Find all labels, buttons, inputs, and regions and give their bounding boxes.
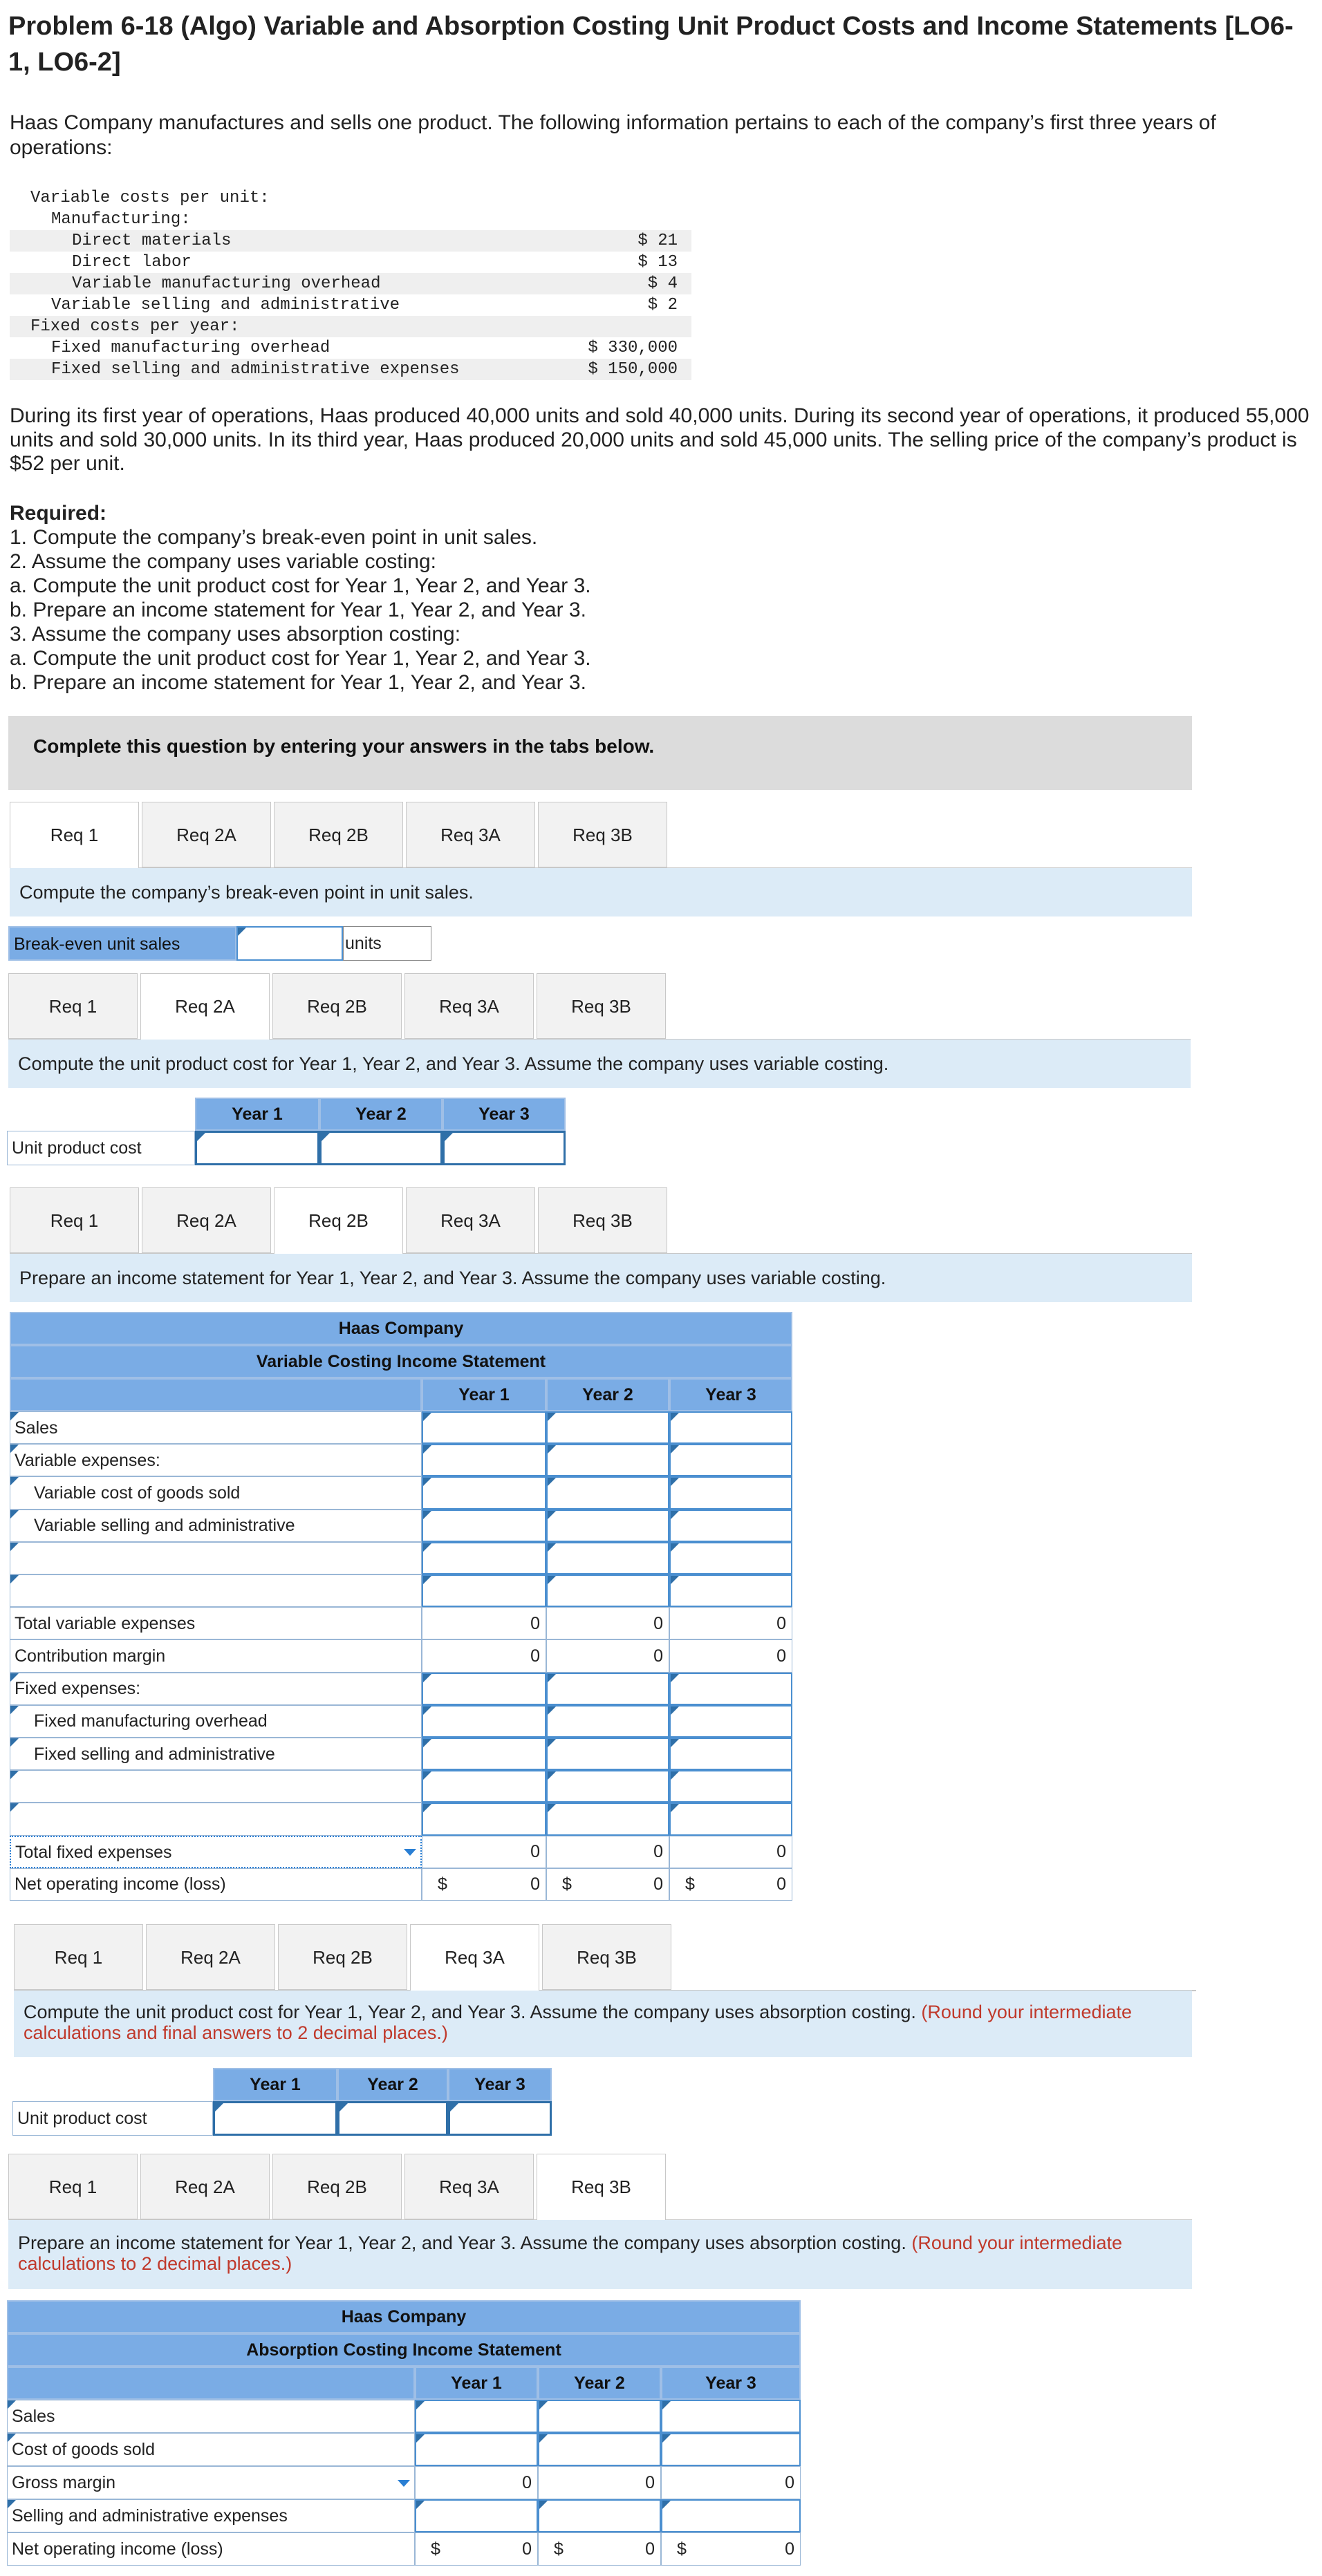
vc-blank-11-year1[interactable] bbox=[422, 1770, 546, 1803]
tab-req-3b[interactable]: Req 3B bbox=[537, 973, 666, 1039]
tab-req-2b[interactable]: Req 2B bbox=[272, 2154, 402, 2219]
break-even-label: Break-even unit sales bbox=[8, 926, 236, 961]
ac-label-cogs[interactable]: Cost of goods sold bbox=[7, 2433, 415, 2466]
vc-var-cogs-year1[interactable] bbox=[422, 1476, 546, 1509]
tab-req-2a[interactable]: Req 2A bbox=[140, 2154, 270, 2219]
req2b-company: Haas Company bbox=[10, 1312, 792, 1345]
tab-bar-req1 bbox=[10, 802, 1192, 869]
tab-req-1[interactable]: Req 1 bbox=[8, 973, 138, 1039]
vc-variable-expenses-year2[interactable] bbox=[546, 1444, 669, 1476]
req3b-instruction bbox=[8, 2220, 1192, 2289]
ac-cogs-year2[interactable] bbox=[538, 2433, 661, 2466]
ac-sales-year3[interactable] bbox=[661, 2400, 801, 2433]
req3a-instruction bbox=[14, 1991, 1192, 2057]
tab-req-1[interactable]: Req 1 bbox=[10, 1187, 139, 1253]
req3a-year1-header: Year 1 bbox=[213, 2068, 337, 2101]
req2a-year1-header: Year 1 bbox=[195, 1098, 319, 1131]
req3a-year2-header: Year 2 bbox=[337, 2068, 448, 2101]
vc-blank-5-year1[interactable] bbox=[422, 1574, 546, 1607]
vc-var-sga-year1[interactable] bbox=[422, 1510, 546, 1542]
vc-label-total-variable: Total variable expenses bbox=[10, 1607, 422, 1639]
req2b-instruction: Prepare an income statement for Year 1, Year 2, and Year 3. Assume the company uses variable costing. bbox=[10, 1254, 1192, 1302]
tab-req-2a[interactable]: Req 2A bbox=[142, 1187, 271, 1253]
ac-sga-year2[interactable] bbox=[538, 2499, 661, 2532]
vc-fixed-expenses-year2[interactable] bbox=[546, 1673, 669, 1705]
scenario-text: During its first year of operations, Haas produced 40,000 units and sold 40,000 units. During its second year of operations, it produced 55,000 units and sold 30,000 units. In its third year, Haas produced 20,000 units and sold 45,000 units. The selling price of the company’s product is $52 per unit. bbox=[10, 404, 1310, 476]
ac-label-net-income: Net operating income (loss) bbox=[7, 2532, 415, 2566]
ac-net-income-year3: $ 0 bbox=[661, 2532, 801, 2566]
ac-sga-year1[interactable] bbox=[415, 2499, 538, 2532]
ac-net-income-year2: $ 0 bbox=[538, 2532, 661, 2566]
ac-gross-margin-year3: 0 bbox=[661, 2466, 801, 2499]
vc-variable-expenses-year3[interactable] bbox=[669, 1444, 792, 1476]
req2b-year2-header: Year 2 bbox=[546, 1378, 669, 1411]
vc-label-net-income: Net operating income (loss) bbox=[10, 1868, 422, 1901]
req2a-year1-input[interactable] bbox=[195, 1131, 319, 1165]
required-heading: Required: bbox=[10, 502, 107, 525]
direct-labor-row: Direct labor $ 13 bbox=[72, 253, 678, 272]
tab-req-3a[interactable]: Req 3A bbox=[406, 1187, 535, 1253]
vc-fixed-expenses-year3[interactable] bbox=[669, 1673, 792, 1705]
vc-sales-year1[interactable] bbox=[422, 1411, 546, 1444]
req2a-year2-input[interactable] bbox=[319, 1131, 443, 1165]
required-item: 2. Assume the company uses variable costing: bbox=[10, 550, 436, 573]
ac-cogs-year3[interactable] bbox=[661, 2433, 801, 2466]
tab-req-1[interactable]: Req 1 bbox=[8, 2154, 138, 2219]
vc-var-cogs-year3[interactable] bbox=[669, 1476, 792, 1509]
vc-total-variable-year3: 0 bbox=[669, 1607, 792, 1639]
ac-label-sga[interactable]: Selling and administrative expenses bbox=[7, 2499, 415, 2532]
vc-var-sga-year3[interactable] bbox=[669, 1510, 792, 1542]
problem-title: Problem 6-18 (Algo) Variable and Absorption Costing Unit Product Costs and Income Statements [LO6-1, LO6-2] bbox=[8, 12, 1294, 77]
vc-total-variable-year1: 0 bbox=[422, 1607, 546, 1639]
req2b-statement-title: Variable Costing Income Statement bbox=[10, 1345, 792, 1378]
vc-var-sga-year2[interactable] bbox=[546, 1510, 669, 1542]
vc-label-var-sga[interactable]: Variable selling and administrative bbox=[10, 1510, 422, 1542]
vc-sales-year2[interactable] bbox=[546, 1411, 669, 1444]
tab-req-3b[interactable]: Req 3B bbox=[542, 1924, 671, 1990]
req2a-year3-header: Year 3 bbox=[443, 1098, 566, 1131]
fixed-costs-header: Fixed costs per year: bbox=[10, 316, 691, 337]
break-even-units-label: units bbox=[343, 926, 431, 961]
fixed-mfg-overhead-row: Fixed manufacturing overhead $ 330,000 bbox=[51, 339, 678, 357]
vc-blank-4-year2[interactable] bbox=[546, 1542, 669, 1574]
tab-bar-req2a bbox=[8, 973, 1191, 1040]
chevron-down-icon[interactable] bbox=[404, 1849, 416, 1856]
req2a-year2-header: Year 2 bbox=[319, 1098, 443, 1131]
req2b-year3-header: Year 3 bbox=[669, 1378, 792, 1411]
req1-instruction: Compute the company’s break-even point in unit sales. bbox=[10, 868, 1192, 916]
req3b-year2-header: Year 2 bbox=[538, 2367, 661, 2400]
tab-bar-req3a bbox=[14, 1924, 1196, 1991]
ac-net-income-year1: $ 0 bbox=[415, 2532, 538, 2566]
vc-blank-5-year3[interactable] bbox=[669, 1574, 792, 1607]
vc-blank-11-year2[interactable] bbox=[546, 1770, 669, 1803]
tab-req-3a[interactable]: Req 3A bbox=[404, 973, 534, 1039]
ac-label-gross-margin: Gross margin bbox=[7, 2466, 415, 2499]
req2b-header-blank bbox=[10, 1378, 422, 1411]
required-item: b. Prepare an income statement for Year 1, Year 2, and Year 3. bbox=[10, 599, 586, 621]
vc-label-fixed-expenses[interactable]: Fixed expenses: bbox=[10, 1673, 422, 1705]
req3b-rounding-note: (Round your intermediate calculations to 2 decimal places.) bbox=[18, 2232, 1123, 2274]
direct-materials-row: Direct materials $ 21 bbox=[10, 230, 691, 252]
ac-gross-margin-year1: 0 bbox=[415, 2466, 538, 2499]
tab-req-2a[interactable]: Req 2A bbox=[146, 1924, 275, 1990]
variable-costs-header: Variable costs per unit: bbox=[30, 189, 270, 207]
tab-req-3b[interactable]: Req 3B bbox=[538, 802, 667, 867]
manufacturing-header: Manufacturing: bbox=[51, 210, 191, 229]
vc-total-fixed-year2: 0 bbox=[546, 1836, 669, 1868]
instructions-banner bbox=[8, 716, 1192, 790]
req3b-header-blank bbox=[7, 2367, 415, 2400]
vc-fixed-mfg-year3[interactable] bbox=[669, 1705, 792, 1738]
tab-req-2b[interactable]: Req 2B bbox=[274, 1187, 403, 1254]
vc-label-variable-expenses[interactable]: Variable expenses: bbox=[10, 1444, 422, 1476]
vc-blank-12-year3[interactable] bbox=[669, 1803, 792, 1835]
ac-gross-margin-year2: 0 bbox=[538, 2466, 661, 2499]
req3b-company: Haas Company bbox=[7, 2300, 801, 2333]
ac-cogs-year1[interactable] bbox=[415, 2433, 538, 2466]
tab-bar-req3b bbox=[8, 2154, 1192, 2221]
vc-blank-5-year2[interactable] bbox=[546, 1574, 669, 1607]
vc-label-blank-12[interactable] bbox=[10, 1803, 422, 1835]
intro-text: Haas Company manufactures and sells one product. The following information pertains to each of the company’s first three years of operations: bbox=[10, 111, 1216, 159]
req2a-year3-input[interactable] bbox=[443, 1131, 566, 1165]
vc-fixed-sga-year3[interactable] bbox=[669, 1738, 792, 1770]
vc-var-cogs-year2[interactable] bbox=[546, 1476, 669, 1509]
vc-total-fixed-year1: 0 bbox=[422, 1836, 546, 1868]
req3a-year1-input[interactable] bbox=[213, 2101, 337, 2136]
vc-contribution-margin-year1: 0 bbox=[422, 1639, 546, 1672]
variable-sga-row: Variable selling and administrative $ 2 bbox=[51, 296, 678, 314]
vc-sales-year3[interactable] bbox=[669, 1411, 792, 1444]
tab-req-2a[interactable]: Req 2A bbox=[140, 973, 270, 1040]
req3b-statement-title: Absorption Costing Income Statement bbox=[7, 2333, 801, 2367]
req3a-year3-header: Year 3 bbox=[448, 2068, 552, 2101]
req3a-instruction-text: Compute the unit product cost for Year 1, Year 2, and Year 3. Assume the company uses absorption costing. bbox=[24, 2002, 916, 2022]
vc-contribution-margin-year2: 0 bbox=[546, 1639, 669, 1672]
vc-fixed-sga-year1[interactable] bbox=[422, 1738, 546, 1770]
vc-label-fixed-sga[interactable]: Fixed selling and administrative bbox=[10, 1738, 422, 1770]
vc-label-sales[interactable]: Sales bbox=[10, 1411, 422, 1444]
tab-req-3a[interactable]: Req 3A bbox=[406, 802, 535, 867]
req3a-unit-cost-label: Unit product cost bbox=[12, 2101, 213, 2136]
break-even-input[interactable] bbox=[236, 926, 343, 961]
ac-sales-year2[interactable] bbox=[538, 2400, 661, 2433]
vc-label-contribution-margin: Contribution margin bbox=[10, 1639, 422, 1672]
vc-label-blank-4[interactable] bbox=[10, 1542, 422, 1574]
required-item: 1. Compute the company’s break-even point in unit sales. bbox=[10, 526, 538, 549]
req3b-year1-header: Year 1 bbox=[415, 2367, 538, 2400]
required-item: b. Prepare an income statement for Year 1, Year 2, and Year 3. bbox=[10, 671, 586, 694]
tab-req-3a[interactable]: Req 3A bbox=[410, 1924, 539, 1991]
vc-net-income-year3: $ 0 bbox=[669, 1868, 792, 1901]
req3a-year3-input[interactable] bbox=[448, 2101, 552, 2136]
required-item: a. Compute the unit product cost for Year 1, Year 2, and Year 3. bbox=[10, 574, 591, 597]
req3b-instruction-text: Prepare an income statement for Year 1, Year 2, and Year 3. Assume the company uses absorption costing. bbox=[18, 2232, 906, 2253]
tab-req-2b[interactable]: Req 2B bbox=[278, 1924, 407, 1990]
vc-label-total-fixed: Total fixed expenses bbox=[10, 1836, 422, 1868]
chevron-down-icon[interactable] bbox=[398, 2480, 410, 2487]
vc-blank-12-year1[interactable] bbox=[422, 1803, 546, 1835]
vc-net-income-year1: $ 0 bbox=[422, 1868, 546, 1901]
req2b-year1-header: Year 1 bbox=[422, 1378, 546, 1411]
tab-req-2a[interactable]: Req 2A bbox=[142, 802, 271, 867]
variable-mfg-overhead-row: Variable manufacturing overhead $ 4 bbox=[10, 273, 691, 294]
tab-bar-req2b bbox=[10, 1187, 1192, 1254]
vc-label-blank-5[interactable] bbox=[10, 1574, 422, 1607]
ac-sales-year1[interactable] bbox=[415, 2400, 538, 2433]
vc-blank-11-year3[interactable] bbox=[669, 1770, 792, 1803]
vc-fixed-mfg-year1[interactable] bbox=[422, 1705, 546, 1738]
req2a-unit-cost-label: Unit product cost bbox=[7, 1131, 195, 1165]
req3b-year3-header: Year 3 bbox=[661, 2367, 801, 2400]
vc-fixed-expenses-year1[interactable] bbox=[422, 1673, 546, 1705]
required-item: 3. Assume the company uses absorption costing: bbox=[10, 623, 461, 646]
tab-req-2b[interactable]: Req 2B bbox=[272, 973, 402, 1039]
vc-net-income-year2: $ 0 bbox=[546, 1868, 669, 1901]
vc-label-fixed-mfg[interactable]: Fixed manufacturing overhead bbox=[10, 1705, 422, 1738]
tab-req-3b[interactable]: Req 3B bbox=[538, 1187, 667, 1253]
cost-table bbox=[0, 0, 691, 379]
tab-req-3b[interactable]: Req 3B bbox=[537, 2154, 666, 2221]
vc-contribution-margin-year3: 0 bbox=[669, 1639, 792, 1672]
ac-sga-year3[interactable] bbox=[661, 2499, 801, 2532]
vc-blank-4-year1[interactable] bbox=[422, 1542, 546, 1574]
tab-req-3a[interactable]: Req 3A bbox=[404, 2154, 534, 2219]
vc-fixed-mfg-year2[interactable] bbox=[546, 1705, 669, 1738]
required-item: a. Compute the unit product cost for Year 1, Year 2, and Year 3. bbox=[10, 647, 591, 670]
banner-text: Complete this question by entering your answers in the tabs below. bbox=[33, 735, 655, 757]
tab-req-1[interactable]: Req 1 bbox=[14, 1924, 143, 1990]
vc-label-blank-11[interactable] bbox=[10, 1770, 422, 1803]
req3a-rounding-note: (Round your intermediate calculations and final answers to 2 decimal places.) bbox=[24, 2002, 1133, 2043]
vc-label-var-cogs[interactable]: Variable cost of goods sold bbox=[10, 1476, 422, 1509]
ac-label-sales[interactable]: Sales bbox=[7, 2400, 415, 2433]
vc-fixed-sga-year2[interactable] bbox=[546, 1738, 669, 1770]
vc-total-fixed-year3: 0 bbox=[669, 1836, 792, 1868]
tab-req-1[interactable]: Req 1 bbox=[10, 802, 139, 869]
req2a-instruction: Compute the unit product cost for Year 1, Year 2, and Year 3. Assume the company uses variable costing. bbox=[8, 1040, 1191, 1088]
vc-variable-expenses-year1[interactable] bbox=[422, 1444, 546, 1476]
vc-total-variable-year2: 0 bbox=[546, 1607, 669, 1639]
vc-blank-4-year3[interactable] bbox=[669, 1542, 792, 1574]
req3a-year2-input[interactable] bbox=[337, 2101, 448, 2136]
fixed-sga-row: Fixed selling and administrative expenses $ 150,000 bbox=[10, 359, 691, 380]
tab-req-2b[interactable]: Req 2B bbox=[274, 802, 403, 867]
vc-blank-12-year2[interactable] bbox=[546, 1803, 669, 1835]
